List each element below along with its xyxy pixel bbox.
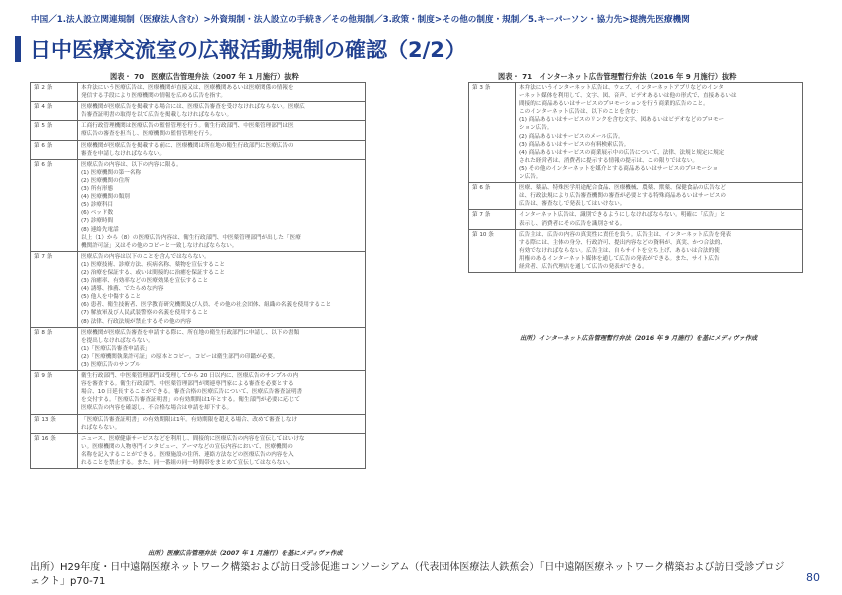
article-text — [78, 159, 366, 251]
article-text — [78, 433, 366, 468]
article-text — [78, 327, 366, 370]
left-table-source: 出所）医療広告管理弁法（2007 年 1 月施行）を基にメディヴァ作成 — [148, 550, 343, 557]
article-line: (4) 医療機関の類別 — [81, 194, 130, 201]
article-line: (1)「医療広告審査申請表」 — [81, 345, 151, 352]
left-law-table — [30, 82, 366, 469]
article-line: 機関許可証」又はその他のコピーと一致しなければならない。 — [81, 242, 238, 249]
article-number: 第 6 条 — [469, 183, 516, 210]
article-line: を交付する。「医療広告審査証明書」の有効期間は1年とする。衛生部門が必要に応じて — [81, 397, 300, 404]
article-line: 医療広告の内容は、以下の内容に限る。 — [81, 161, 182, 168]
table-row — [469, 229, 803, 272]
article-line: れることを禁止する。また、同一番組の同一時間帯をまとめて宣伝してはならない。 — [81, 460, 294, 467]
article-line: (3) 医療広告のサンプル — [81, 362, 141, 368]
article-text — [516, 83, 803, 183]
article-line: 衛生行政部門、中医薬管理部門は受理してから 20 日以内に、医療広告のサンプルの内 — [81, 373, 299, 380]
article-line: ればならない。 — [81, 424, 121, 431]
article-line: 経営者、広告代理店を通して広告の発表ができる。 — [519, 263, 648, 270]
page-title: 日中医療交流室の広報活動規制の確認（2/2） — [30, 38, 466, 62]
article-line: (7) 診療時間 — [81, 218, 114, 225]
article-text — [516, 229, 803, 272]
article-line: ション広告。 — [519, 125, 553, 132]
article-number: 第 7 条 — [469, 210, 516, 229]
article-line: 名称を記入することができる。医療施設の住所、連絡方法などの医療広告の内容を入 — [81, 451, 294, 458]
article-line: 審査を申請しなければならない。 — [81, 150, 165, 157]
article-line: (3) 商品あるいはサービスの有料検索広告。 — [519, 141, 630, 148]
article-line: する際には、主体の身分、行政許可、提出内容などの資料が、真実、かつ合法的、 — [519, 239, 726, 246]
article-text — [78, 140, 366, 159]
right-table-source: 出所）インターネット広告管理暫行弁法（2016 年 9 月施行）を基にメディヴァ作成 — [520, 335, 758, 342]
article-line: 広告主は、広告の内容の真実性に責任を負う。広告主は、インターネット広告を発表 — [519, 231, 732, 238]
article-number: 第 5 条 — [31, 121, 78, 140]
article-line: 本弁法にいう医療広告は、医療機関が直接又は、医療機関あるいは医療関係の情報を — [81, 85, 294, 91]
article-number: 第 3 条 — [469, 83, 516, 183]
right-law-table — [468, 82, 803, 273]
article-line: 表示し、消費者にその広告を識別させる。 — [519, 220, 626, 227]
article-number: 第 6 条 — [31, 140, 78, 159]
title-accent-bar — [15, 36, 21, 62]
article-line: (4) 商品あるいはサービスの商業展示中の広告について、法律、法規と規定に規定 — [519, 149, 725, 156]
article-line: 告審査証明書の取得を以て広告を掲載しなければならない。 — [81, 112, 233, 119]
article-line: (1) 商品あるいはサービスのリンクを含む文字、図あるいはビデオなどのプロモー — [519, 117, 725, 124]
article-line: 医療、薬品、特殊医学用途配合食品、医療機械、農薬、獣薬、保健食品の広告など — [519, 185, 726, 192]
right-table-caption: 図表・ 71 インターネット広告管理暫行弁法（2016 年 9 月施行）抜粋 — [498, 72, 737, 81]
article-line: 広告は、審査なしで発表してはいけない。 — [519, 201, 626, 208]
article-line: 医療広告の内容を確認し、不合格な場合は申請を却下する。 — [81, 405, 233, 412]
article-line: (1) 医療機関の第一名称 — [81, 169, 142, 176]
article-line: このインターネット広告は、以下のことを含む： — [519, 109, 642, 116]
table-row — [31, 159, 366, 251]
table-row — [31, 83, 366, 102]
article-line: (2) 商品あるいはサービスのメール広告。 — [519, 133, 624, 140]
article-text — [78, 102, 366, 121]
article-line: は、行政法規により広告審査機関の審査が必要とする特殊商品あるいはサービスの — [519, 193, 726, 200]
table-row — [31, 433, 366, 468]
article-line: 工商行政管理機関は医療広告の監督管理を行う。衛生行政部門、中医薬管理部門は医 — [81, 123, 294, 130]
article-line: 「医療広告審査証明書」の有効期限は1年。有効期限を超える場合、改めて審査しなけ — [81, 416, 298, 423]
article-line: (1) 医療技術、診療方法、疾病名称、薬物を宣伝すること — [81, 261, 225, 268]
article-line: (5) 他人を中傷すること — [81, 294, 142, 301]
table-row — [469, 83, 803, 183]
table-row — [31, 327, 366, 370]
article-line: 医療機関が医療広告を掲載する場合には、医療広告審査を受けなければならない。医療広 — [81, 104, 305, 111]
article-line: インターネット広告は、識別できるようにしなければならない。明確に「広告」と — [519, 212, 726, 219]
footer-source: 出所）H29年度・日中遠隔医療ネットワーク構築および訪日受診促進コンソーシアム（代表団体医療法人鉄蕉会）「日中遠隔医療ネットワーク構築および訪日受診プロジェクト」p70-71 — [30, 562, 785, 587]
left-table-caption: 図表・ 70 医療広告管理弁法（2007 年 1 月施行）抜粋 — [110, 72, 299, 81]
breadcrumb: 中国／1.法人設立関連規制（医療法人含む）>外資規制・法人設立の手続き／その他規制／3.政策・制度>その他の制度・規制／5.キーパーソン・協力先>提携先医療機関 — [31, 15, 690, 25]
article-number: 第 4 条 — [31, 102, 78, 121]
table-row — [31, 121, 366, 140]
article-line: を提出しなければならない。 — [81, 337, 154, 344]
article-line: 間接的に商品あるいはサービスのプロモーションを行う商業的広告のこと。 — [519, 101, 709, 108]
table-row — [31, 102, 366, 121]
article-number: 第 10 条 — [469, 229, 516, 272]
article-number: 第 9 条 — [31, 371, 78, 414]
article-text — [516, 183, 803, 210]
table-row — [31, 251, 366, 327]
article-line: 有効でなければならない。広告主は、自らサイトを立ち上げ、あるいは合法的使 — [519, 247, 720, 254]
article-number: 第 7 条 — [31, 251, 78, 327]
article-line: 本弁法にいうインターネット広告は、ウェブ、インターネットアプリなどのインタ — [519, 85, 724, 91]
table-row — [31, 140, 366, 159]
article-line: (5) その他のインターネットを媒介とする商品あるいはサービスのプロモーショ — [519, 165, 718, 172]
article-line: ニュース、医療健康サービスなどを利用し、間接的に医療広告の内容を宣伝してはいけな — [81, 435, 305, 442]
article-line: (6) 患者、衛生技術者、医学教育研究機関及び人員、その他の社会団体、組織の名義を使用すること — [81, 302, 332, 309]
article-line: (2) 医療機関の住所 — [81, 177, 130, 184]
article-number: 第 13 条 — [31, 414, 78, 433]
article-line: い。医療機関の人物専門インタビュー、アーマなどの宣伝内容において、医療機関の — [81, 443, 293, 450]
article-line: 療広告の審査を担当し、医療機関の監督管理を行う。 — [81, 131, 216, 138]
article-line: (6) ベッド数 — [81, 210, 114, 217]
article-line: (8) 法律、行政法規が禁止するその他の内容 — [81, 318, 192, 325]
article-line: (5) 診療科目 — [81, 202, 114, 209]
article-text — [78, 251, 366, 327]
article-line: 以上（1）から（8）の医療広告内容は、衛生行政部門、中医薬管理部門が出した「医療 — [81, 234, 301, 241]
article-number: 第 8 条 — [31, 327, 78, 370]
article-line: 容を審査する。衛生行政部門、中医薬管理部門が関連専門家による審査を必要とする — [81, 381, 294, 388]
article-text — [516, 210, 803, 229]
article-line: (2)「医療機関執業許可証」の原本とコピー。コピーは衛生部門の印鑑が必要。 — [81, 353, 279, 360]
table-row — [469, 183, 803, 210]
article-line: (3) 所有形態 — [81, 186, 114, 193]
article-line: 医療機関が医療広告審査を申請する際に、所在地の衛生行政部門に申請し、以下の書類 — [81, 329, 300, 336]
table-row — [31, 371, 366, 414]
table-row — [469, 210, 803, 229]
article-text — [78, 121, 366, 140]
table-row — [31, 414, 366, 433]
page-number: 80 — [806, 571, 820, 584]
article-number: 第 2 条 — [31, 83, 78, 102]
article-line: (4) 誘導、推薦、でたらめな内容 — [81, 286, 164, 293]
article-number: 第 16 条 — [31, 433, 78, 468]
article-text — [78, 371, 366, 414]
article-line: (2) 治療を保証する、或いは間接的に治癒を保証すること — [81, 269, 225, 276]
article-line: 医療機関が医療広告を掲載する前に、医療機関は所在地の衛生行政部門に医療広告の — [81, 142, 294, 149]
article-text — [78, 414, 366, 433]
article-line: 場合、10 日延長することができる。審査合格の医療広告について、医療広告審査証明書 — [81, 389, 303, 396]
article-number: 第 6 条 — [31, 159, 78, 251]
article-line: ーネット媒体を利用して、文字、図、音声、ビデオあるいは他の形式で、直接あるいは — [519, 93, 737, 100]
article-text — [78, 83, 366, 102]
article-line: (7) 解放軍及び人民武装警察の名義を使用すること — [81, 310, 209, 317]
article-line: (3) 治癒率、有効率などの医療効果を宣伝すること — [81, 278, 209, 285]
article-line: 発信する手段により医療機関の情報を広める広告を指す。 — [81, 93, 226, 100]
article-line: された経営者は、消費者に提示する情報の提示は、この限りではない。 — [519, 157, 699, 164]
article-line: 用権のあるインターネット媒体を通して広告の発表ができる。また、サイト広告 — [519, 255, 720, 262]
article-line: ン広告。 — [519, 174, 542, 181]
article-line: 医療広告の内容は以下のことを含んではならない。 — [81, 253, 210, 260]
article-line: (8) 連絡先電話 — [81, 226, 119, 233]
